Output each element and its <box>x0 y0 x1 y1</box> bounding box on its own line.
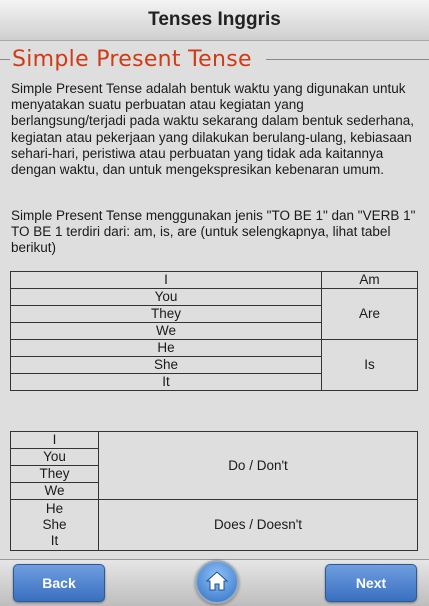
header-divider-left <box>0 59 10 60</box>
subject-text: It <box>50 533 59 548</box>
usage-paragraph: Simple Present Tense menggunakan jenis "TO BE 1" dan "VERB 1" TO BE 1 terdiri dari: am, is, are (untuk selengkapnya, lihat tabel berikut) <box>11 208 416 256</box>
next-button[interactable]: Next <box>325 564 417 602</box>
back-button[interactable]: Back <box>13 564 105 602</box>
subject-cell: I <box>11 432 99 449</box>
verb-cell: Is <box>322 340 418 391</box>
section-title: Simple Present Tense <box>12 47 252 72</box>
app-title-bar <box>0 0 429 41</box>
verb-cell: Am <box>322 272 418 289</box>
subject-text: He <box>45 501 64 516</box>
subject-cell: He <box>11 340 322 357</box>
content-area[interactable] <box>0 41 429 559</box>
subject-group-cell <box>11 500 99 551</box>
subject-cell: You <box>11 289 322 306</box>
definition-paragraph: Simple Present Tense adalah bentuk waktu yang digunakan untuk menyatakan suatu perbuatan atau kegiatan yang berlangsung/terjadi pada waktu sekarang dalam bentuk sederhana, kegiatan atau pekerjaan yang dilakukan berulang-ulang, kebiasaan sehari-hari, peristiwa atau perbuatan yang tidak ada kaitannya dengan waktu, dan untuk mengekspresikan kebenaran umum. <box>11 81 415 178</box>
subject-cell: She <box>11 357 322 374</box>
home-button[interactable] <box>195 560 239 604</box>
home-icon <box>205 569 229 593</box>
header-divider-right <box>266 59 429 60</box>
verb-cell: Are <box>322 289 418 340</box>
subject-cell: They <box>11 466 99 483</box>
to-be-table <box>10 271 418 391</box>
aux-cell: Does / Doesn't <box>99 500 418 551</box>
subject-cell: We <box>11 323 322 340</box>
table-row <box>11 289 418 306</box>
bottom-nav-bar <box>0 559 429 606</box>
subject-cell: I <box>11 272 322 289</box>
aux-cell: Do / Don't <box>99 432 418 500</box>
section-header <box>0 47 429 73</box>
table-row <box>11 500 418 551</box>
table-row <box>11 432 418 449</box>
table-row <box>11 272 418 289</box>
do-does-table <box>10 431 418 551</box>
subject-cell: They <box>11 306 322 323</box>
table-row <box>11 340 418 357</box>
app-title: Tenses Inggris <box>148 9 281 30</box>
subject-text: She <box>42 517 67 532</box>
subject-cell: We <box>11 483 99 500</box>
subject-cell: You <box>11 449 99 466</box>
subject-cell: It <box>11 374 322 391</box>
